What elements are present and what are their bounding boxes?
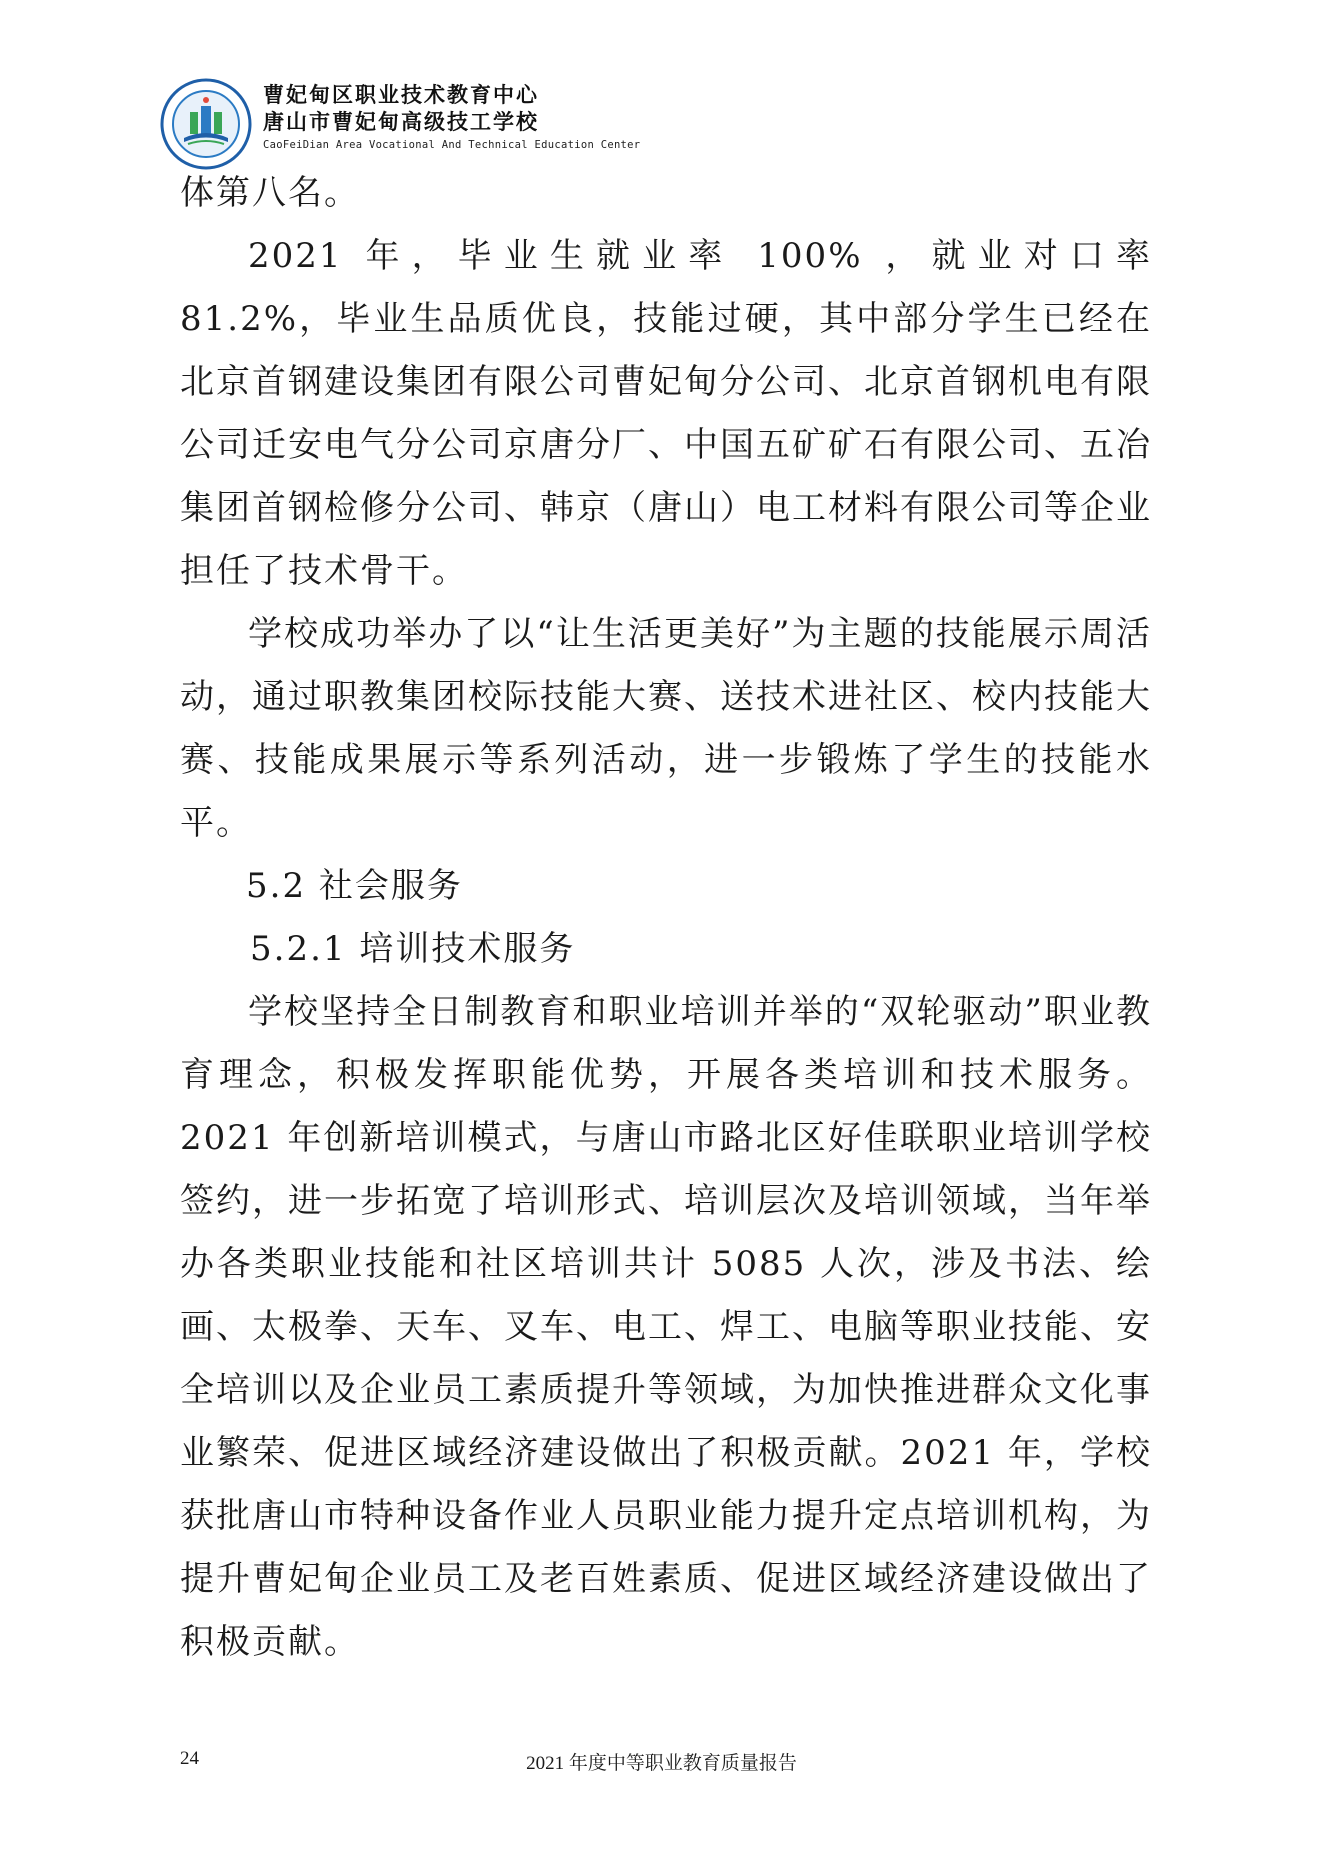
section-heading-5-2: 5.2 社会服务 xyxy=(246,866,463,906)
section-heading-5-2-1: 5.2.1 培训技术服务 xyxy=(250,929,576,969)
page-header xyxy=(160,78,660,168)
paragraph-training-services: 学校坚持全日制教育和职业培训并举的“双轮驱动”职业教育理念，积极发挥职能优势，开展各类培训和技术服务。2021 年创新培训模式，与唐山市路北区好佳联职业培训学校签约，进一步拓宽了培训形式、培训层次及培训领域，当年举办各类职业技能和社区培训共计 5085 人次，涉及书法、绘画、太极拳、天车、叉车、电工、焊工、电脑等职业技能、安全培训以及企业员工素质提升等领域，为加快推进群众文化事业繁荣、促进区域经济建设做出了积极贡献。2021 年，学校获批唐山市特种设备作业人员职业能力提升定点培训机构，为提升曹妃甸企业员工及老百姓素质、促进区域经济建设做出了积极贡献。 xyxy=(180,992,1152,1662)
org-name-line-2: 唐山市曹妃甸高级技工学校 xyxy=(263,110,539,134)
page-content xyxy=(180,162,1152,1674)
organization-name xyxy=(263,82,640,152)
paragraph-employment: 2021 年，毕业生就业率 100% ，就业对口率 81.2%，毕业生品质优良，技能过硬，其中部分学生已经在北京首钢建设集团有限公司曹妃甸分公司、北京首钢机电有限公司迁安电气分公司京唐分厂、中国五矿矿石有限公司、五冶集团首钢检修分公司、韩京（唐山）电工材料有限公司等企业担任了技术骨干。 xyxy=(180,236,1152,591)
footer-report-title: 2021 年度中等职业教育质量报告 xyxy=(526,1753,797,1774)
paragraph-continuation: 体第八名。 xyxy=(180,173,360,213)
org-english-name: CaoFeiDian Area Vocational And Technical Education Center xyxy=(263,139,641,151)
org-name-line-1: 曹妃甸区职业技术教育中心 xyxy=(263,83,539,107)
school-logo-icon xyxy=(160,78,252,170)
page-number: 24 xyxy=(180,1748,199,1769)
paragraph-skills-week: 学校成功举办了以“让生活更美好”为主题的技能展示周活动，通过职教集团校际技能大赛、送技术进社区、校内技能大赛、技能成果展示等系列活动，进一步锻炼了学生的技能水平。 xyxy=(180,614,1152,843)
